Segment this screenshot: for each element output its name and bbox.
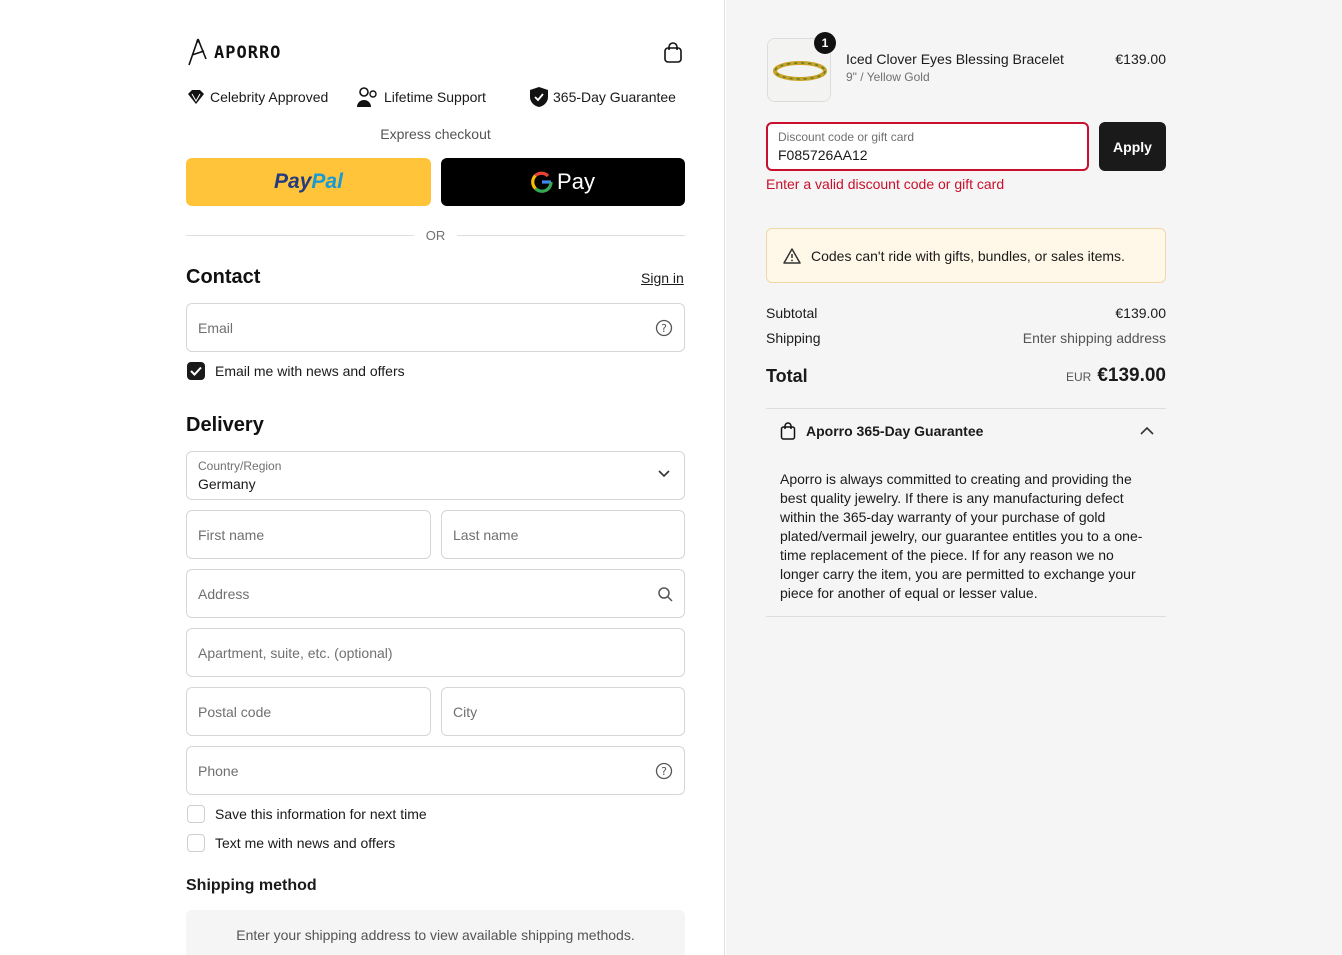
- summary-divider: [766, 408, 1166, 409]
- guarantee-divider: [766, 616, 1166, 617]
- google-pay-button[interactable]: [441, 158, 685, 206]
- country-value: Germany: [198, 476, 256, 492]
- last-name-field[interactable]: [441, 510, 685, 559]
- discount-label: Discount code or gift card: [778, 130, 915, 144]
- discount-value: F085726AA12: [778, 147, 868, 163]
- guarantee-accordion-header[interactable]: [780, 422, 1154, 440]
- trust-badge-label: Celebrity Approved: [210, 89, 329, 105]
- logo-mark-icon: [186, 37, 210, 69]
- email-field[interactable]: [186, 303, 685, 352]
- shipping-label: Shipping: [766, 330, 821, 346]
- checkbox-unchecked-icon[interactable]: [187, 834, 205, 852]
- or-divider: [186, 226, 685, 244]
- warning-triangle-icon: [783, 248, 801, 264]
- apartment-field[interactable]: [186, 628, 685, 677]
- chevron-up-icon[interactable]: [1140, 427, 1154, 435]
- country-label: Country/Region: [198, 459, 282, 473]
- apply-discount-button[interactable]: Apply: [1099, 122, 1166, 171]
- paypal-button[interactable]: [186, 158, 431, 206]
- cart-bag-icon[interactable]: [661, 41, 685, 65]
- total-value: €139.00: [1097, 365, 1166, 386]
- trust-badge-guarantee: [529, 86, 676, 108]
- subtotal-label: Subtotal: [766, 305, 818, 321]
- svg-text:?: ?: [661, 764, 667, 778]
- save-info-checkbox[interactable]: [187, 805, 427, 823]
- paypal-label-pay: Pay: [274, 170, 312, 193]
- sign-in-link[interactable]: Sign in: [641, 270, 684, 286]
- logo-text: APORRO: [214, 43, 282, 63]
- warning-text: Codes can't ride with gifts, bundles, or sales items.: [811, 247, 1125, 264]
- svg-text:?: ?: [661, 321, 667, 335]
- or-label: OR: [425, 227, 446, 243]
- paypal-label-pal: Pal: [311, 170, 343, 193]
- checkbox-label: Text me with news and offers: [215, 835, 396, 851]
- checkbox-unchecked-icon[interactable]: [187, 805, 205, 823]
- contact-title: Contact: [186, 266, 261, 288]
- text-me-checkbox[interactable]: [187, 834, 395, 852]
- discount-warning-banner: [766, 228, 1166, 283]
- discount-error-message: Enter a valid discount code or gift card: [766, 176, 1005, 192]
- trust-badge-celebrity: [186, 86, 328, 108]
- address-placeholder: Address: [198, 585, 250, 602]
- guarantee-text: Aporro is always committed to creating and providing the best quality jewelry. If there is any manufacturing defect within the 365-day warranty of your purchase of gold plated/vermail jewelry, our guarantee entitles you to a one-time replacement of the piece. If for any reason we no longer carry the item, you are permitted to exchange your piece for another of equal or lesser value.: [780, 471, 1143, 601]
- quantity-badge: 1: [814, 32, 836, 54]
- product-price: €139.00: [1115, 51, 1166, 67]
- postal-code-field[interactable]: [186, 687, 431, 736]
- shipping-method-note: Enter your shipping address to view available shipping methods.: [186, 910, 685, 955]
- delivery-title: Delivery: [186, 414, 264, 436]
- help-circle-icon[interactable]: [655, 319, 673, 337]
- checkbox-label: Email me with news and offers: [215, 363, 405, 379]
- first-name-placeholder: First name: [198, 526, 265, 543]
- subtotal-value: €139.00: [1115, 305, 1166, 321]
- gpay-label: Pay: [557, 169, 595, 194]
- phone-placeholder: Phone: [198, 762, 239, 779]
- last-name-placeholder: Last name: [453, 526, 519, 543]
- shipping-value: Enter shipping address: [1022, 330, 1166, 346]
- city-placeholder: City: [453, 703, 478, 720]
- subtotal-row: [766, 305, 1166, 321]
- city-field[interactable]: [441, 687, 685, 736]
- help-circle-icon[interactable]: [655, 762, 673, 780]
- trust-badge-label: 365-Day Guarantee: [553, 89, 676, 105]
- store-logo[interactable]: [186, 36, 296, 70]
- total-row: [766, 365, 1166, 387]
- total-label: Total: [766, 365, 808, 386]
- phone-field[interactable]: [186, 746, 685, 795]
- postal-code-placeholder: Postal code: [198, 703, 272, 720]
- express-checkout-label: Express checkout: [380, 126, 491, 142]
- shipping-method-title: Shipping method: [186, 877, 317, 894]
- shipping-row: [766, 330, 1166, 346]
- diamond-icon: [186, 89, 206, 105]
- first-name-field[interactable]: [186, 510, 431, 559]
- currency-code: EUR: [1065, 370, 1092, 384]
- trust-badge-label: Lifetime Support: [384, 89, 486, 105]
- checkbox-label: Save this information for next time: [215, 806, 427, 822]
- shield-check-icon: [529, 86, 549, 108]
- product-name: Iced Clover Eyes Blessing Bracelet: [846, 51, 1064, 67]
- email-placeholder: Email: [198, 319, 234, 336]
- discount-code-input[interactable]: [766, 122, 1089, 171]
- shopping-bag-icon: [780, 422, 796, 440]
- trust-badge-support: [356, 86, 486, 108]
- chevron-down-icon: [658, 470, 670, 478]
- apartment-placeholder: Apartment, suite, etc. (optional): [198, 644, 393, 661]
- guarantee-title: Aporro 365-Day Guarantee: [806, 423, 984, 439]
- address-field[interactable]: [186, 569, 685, 618]
- email-news-checkbox[interactable]: [187, 362, 405, 380]
- product-variant: 9" / Yellow Gold: [846, 70, 930, 84]
- users-icon: [356, 86, 380, 108]
- checkbox-checked-icon[interactable]: [187, 362, 205, 380]
- search-icon: [657, 586, 673, 602]
- google-g-icon: [531, 171, 553, 193]
- country-select[interactable]: [186, 451, 685, 500]
